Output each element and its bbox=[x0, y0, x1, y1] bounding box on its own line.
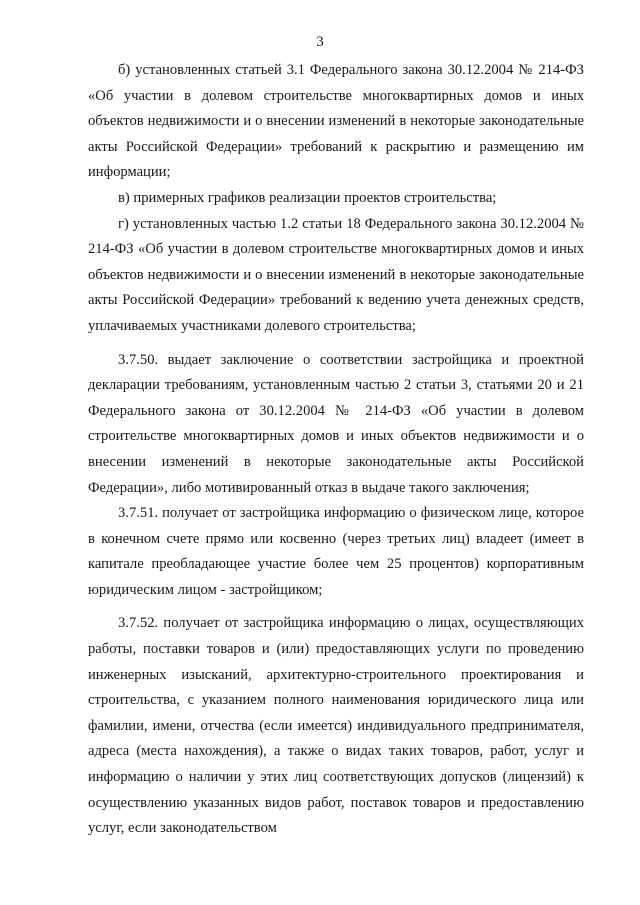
paragraph-3-7-52: 3.7.52. получает от застройщика информацию о лицах, осуществляющих работы, поставки товаров и (или) предоставляющих услуги по проведению инженерных изысканий, архитектурно-строительного проектирования и строительства, с указанием полного наименования юридического лица или фамилии, имени, отчества (если имеется) индивидуального предпринимателя, адреса (места нахождения), а также о видах таких товаров, работ, услуг и информацию о наличии у этих лиц соответствующих допусков (лицензий) к осуществлению указанных видов работ, поставок товаров и предоставлению услуг, если законодательством bbox=[88, 615, 584, 837]
paragraph-g: г) установленных частью 1.2 статьи 18 Федерального закона 30.12.2004 № 214-ФЗ «Об участии в долевом строительстве многоквартирных домов и иных объектов недвижимости и о внесении изменений в некоторые законодательные акты Российской Федерации» требований к ведению учета денежных средств, уплачиваемых участниками долевого строительства; bbox=[88, 215, 584, 334]
document-body bbox=[88, 58, 584, 842]
page-number: 3 bbox=[316, 34, 324, 50]
paragraph-v: в) примерных графиков реализации проектов строительства; bbox=[118, 189, 497, 206]
paragraph-3-7-51: 3.7.51. получает от застройщика информацию о физическом лице, которое в конечном счете прямо или косвенно (через третьих лиц) владеет (имеет в капитале преобладающее участие более чем 25 процентов) корпоративным юридическим лицом - застройщиком; bbox=[88, 505, 584, 598]
paragraph-b: б) установленных статьей 3.1 Федерального закона 30.12.2004 № 214-ФЗ «Об участии в долевом строительстве многоквартирных домов и иных объектов недвижимости и о внесении изменений в некоторые законодательные акты Российской Федерации» требований к раскрытию и размещению им информации; bbox=[88, 62, 584, 181]
paragraph-3-7-50: 3.7.50. выдает заключение о соответствии застройщика и проектной декларации требованиям, установленным частью 2 статьи 3, статьями 20 и 21 Федерального закона от 30.12.2004 № 214-ФЗ «Об участии в долевом строительстве многоквартирных домов и иных объектов недвижимости и о внесении изменений в некоторые законодательные акты Российской Федерации», либо мотивированный отказ в выдаче такого заключения; bbox=[88, 351, 584, 496]
